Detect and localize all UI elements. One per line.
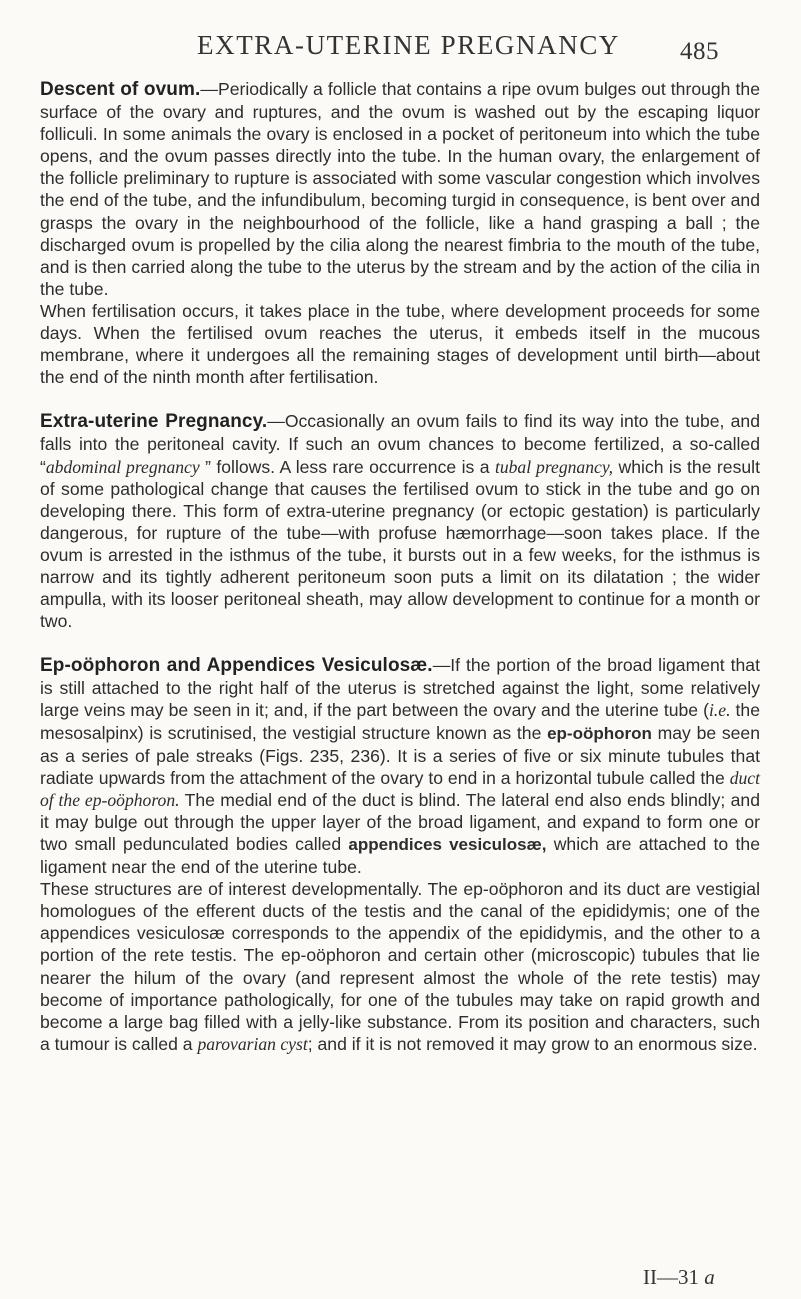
- paragraph-text: —Periodically a follicle that contains a ripe ovum bulges out through the surface of the ovary and ruptures, and the ovum is washed out by the escaping liquor folliculi. In some animals the ovary is enclosed in a pocket of peritoneum into which the tube opens, and the ovum passes directly into the tube. In the human ovary, the enlargement of the follicle preliminary to rupture is associated with some vascular congestion which involves the end of the tube, and the infundibulum, becoming turgid in consequence, is bent over and grasps the ovary in the neighbourhood of the follicle, like a hand grasping a ball ; the discharged ovum is propelled by the cilia along the nearest fimbria to the mouth of the tube, and is then carried along the tube to the uterus by the stream and by the action of the cilia in the tube.: [40, 79, 761, 299]
- signature-letter: a: [704, 1265, 715, 1289]
- section-heading: Descent of ovum.: [40, 79, 201, 100]
- italic-term: parovarian cyst: [197, 1033, 308, 1054]
- paragraph-text: the mesosalpinx) is scrutinised, the vestigial structure known as the: [40, 700, 760, 743]
- paragraph: [40, 410, 760, 632]
- section-heading: Ep-oöphoron and Appendices Vesiculosæ.: [40, 655, 433, 677]
- paragraph-text: —Occasionally an ovum fails to find its way into the tube, and falls into the peritoneal cavity. If such an ovum chances to become fertilized, a so-called “: [40, 411, 760, 477]
- italic-term: abdominal pregnancy: [45, 456, 200, 477]
- italic-term: tubal pregnancy,: [494, 456, 614, 477]
- paragraph: [40, 878, 760, 1055]
- printer-signature-mark: [643, 1265, 715, 1290]
- bold-term: ep-oöphoron: [547, 723, 652, 743]
- paragraph-text: When fertilisation occurs, it takes place in the tube, where development proceeds for some days. When the fertilised ovum reaches the uterus, it embeds itself in the mucous membrane, where it undergoes all the remaining stages of development until birth—about the end of the ninth month after fertilisation.: [40, 300, 760, 388]
- running-title: EXTRA-UTERINE PREGNANCY: [197, 30, 621, 60]
- paragraph-text: —If the portion of the broad ligament that is still attached to the right half of the uterus is stretched against the light, some relatively large veins may be seen in it; and, if the part between the ovary and the uterine tube (: [40, 655, 760, 721]
- page-number: 485: [680, 38, 719, 65]
- section-ep-oophoron: [40, 654, 760, 1055]
- body-text: [40, 78, 760, 1077]
- paragraph: [40, 300, 760, 388]
- bold-term: appendices vesiculosæ,: [348, 835, 547, 854]
- paragraph-text: These structures are of interest developmentally. The ep-oöphoron and its duct are vestigial homologues of the efferent ducts of the testis and the canal of the epididymis; one of the appendices vesiculosæ corresponds to the appendix of the epididymis, and the other to a portion of the rete testis. The ep-oöphoron and certain other (microscopic) tubules that lie nearer the hilum of the ovary (and represent almost the whole of the rete testis) may become of importance pathologically, for one of the tubules may take on rapid growth and become a large bag filled with a jelly-like substance. From its position and characters, such a tumour is called a: [40, 879, 760, 1054]
- italic-term: duct of the ep-oöphoron.: [40, 767, 760, 810]
- paragraph-text: ; and if it is not removed it may grow to an enormous size.: [307, 1033, 758, 1054]
- paragraph-text: which are attached to the ligament near the end of the uterine tube.: [40, 834, 760, 878]
- paragraph-text: which is the result of some pathological change that causes the fertilised ovum to stick in the tube and go on developing there. This form of extra-uterine pregnancy (or ectopic gestation) is particularly dangerous, for rupture of the tube—with profuse hæmorrhage—soon takes place. If the ovum is arrested in the isthmus of the tube, it bursts out in a few weeks, for the isthmus is narrow and its tightly adherent peritoneum soon puts a limit on its dilatation ; the wider ampulla, with its looser peritoneal sheath, may allow development to continue for a month or two.: [40, 456, 760, 632]
- section-descent-of-ovum: [40, 78, 760, 388]
- section-heading: Extra-uterine Pregnancy.: [40, 411, 268, 433]
- section-extra-uterine-pregnancy: [40, 410, 760, 632]
- italic-term: i.e.: [708, 700, 731, 721]
- paragraph-text: ” follows. A less rare occurrence is a: [199, 456, 495, 477]
- paragraph: [40, 78, 760, 300]
- paragraph-text: The medial end of the duct is blind. The lateral end also ends blindly; and it may bulge out through the upper layer of the broad ligament, and expand to form one or two small pedunculated bodies called: [40, 789, 760, 854]
- signature-main: II—31: [643, 1265, 699, 1289]
- paragraph: [40, 654, 760, 878]
- running-head: [0, 8, 801, 68]
- paragraph-text: may be seen as a series of pale streaks (Figs. 235, 236). It is a series of five or six minute tubules that radiate upwards from the attachment of the ovary to end in a horizontal tubule called the: [40, 722, 760, 788]
